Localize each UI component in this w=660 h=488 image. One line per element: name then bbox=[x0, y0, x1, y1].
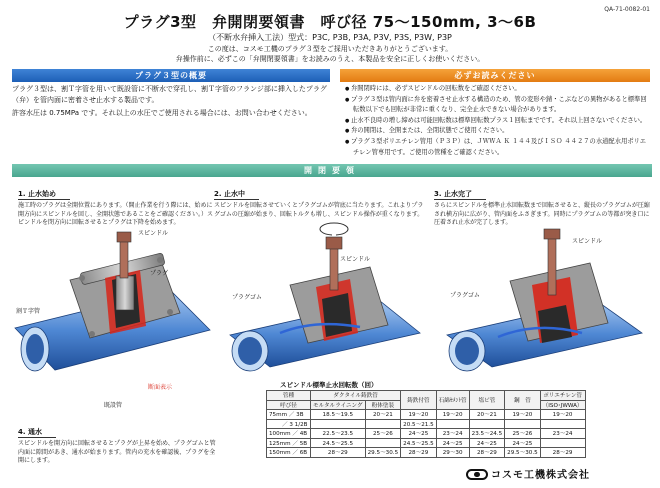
table-row bbox=[267, 419, 586, 429]
table-cell-size: 75mm ／ 3B bbox=[267, 410, 311, 420]
header-steel: 鋼 管 bbox=[505, 391, 541, 410]
warning-item: ● 弁の開閉は、全開または、全閉状態でご使用ください。 bbox=[345, 126, 650, 137]
table-row bbox=[267, 438, 586, 448]
header-cast: 鋳鉄付管 bbox=[401, 391, 437, 410]
callout-plug-rubber-2: プラグゴム bbox=[450, 292, 480, 299]
header-nominal: 呼び径 bbox=[267, 400, 311, 410]
table-cell-value bbox=[469, 419, 505, 429]
table-row bbox=[267, 410, 586, 420]
table-cell-value: 20.5～21.5 bbox=[401, 419, 437, 429]
table-cell-value: 29～30 bbox=[436, 448, 469, 458]
warning-heading: 必ずお読みください bbox=[340, 69, 650, 82]
table-cell-value: 23～24 bbox=[436, 429, 469, 439]
step-4-title: 4. 通水 bbox=[18, 427, 56, 438]
table-cell-value: 29.5～30.5 bbox=[365, 448, 401, 458]
table-row bbox=[267, 429, 586, 439]
table-row bbox=[267, 448, 586, 458]
overview-text-2: 許容水圧は 0.75MPa です。それ以上の水圧でご使用される場合には、お問い合わせください。 bbox=[12, 109, 312, 117]
step-3-title: 3. 止水完了 bbox=[434, 189, 486, 200]
table-cell-size: ／ 3 1/2B bbox=[267, 419, 311, 429]
table-cell-size: 100mm ／ 4B bbox=[267, 429, 311, 439]
callout-spindle-1: スピンドル bbox=[138, 230, 169, 237]
warning-list bbox=[345, 84, 650, 158]
header-pipe-type: 管種 bbox=[267, 391, 311, 401]
table-cell-value: 24～25 bbox=[505, 438, 541, 448]
table-cell-value: 19～20 bbox=[401, 410, 437, 420]
table-cell-value: 19～20 bbox=[505, 410, 541, 420]
header-powder: 粉体塗装 bbox=[365, 400, 401, 410]
spec-table-body bbox=[267, 410, 586, 458]
spec-table bbox=[266, 390, 586, 458]
table-cell-value bbox=[365, 438, 401, 448]
spec-table-title: スピンドル標準止水回転数（回） bbox=[280, 381, 378, 389]
table-cell-value: 24～25 bbox=[436, 438, 469, 448]
callout-split-tee: 割Ｔ字管 bbox=[16, 308, 41, 315]
table-cell-value: 28～29 bbox=[469, 448, 505, 458]
table-cell-value: 24～25 bbox=[401, 429, 437, 439]
overview-text-1: プラグ３型は、割Ｔ字管を用いて既設管に不断水で穿孔し、割Ｔ字管のフランジ部に挿入したプラグ（弁）を管内面に密着させ止水する製品です。 bbox=[12, 85, 327, 104]
page-title: プラグ3型 弁開閉要領書 呼び径 75～150mm, 3～6B bbox=[123, 13, 537, 31]
procedure-heading: 開閉要領 bbox=[12, 164, 652, 177]
callout-existing-pipe: 既設管 bbox=[104, 402, 123, 409]
table-cell-size: 125mm ／ 5B bbox=[267, 438, 311, 448]
table-cell-value bbox=[540, 419, 585, 429]
callout-spindle-2: スピンドル bbox=[340, 256, 371, 263]
table-cell-size: 150mm ／ 6B bbox=[267, 448, 311, 458]
cosmo-logo-icon bbox=[466, 469, 488, 480]
table-cell-value: 24～25 bbox=[469, 438, 505, 448]
table-cell-value bbox=[505, 419, 541, 429]
table-cell-value: 28～29 bbox=[540, 448, 585, 458]
intro-line-1: この度は、コスモ工機のプラグ３型をご採用いただきありがとうございます。 bbox=[207, 45, 453, 53]
page-subtitle: （不断水弁挿入工法）型式：P3C, P3B, P3A, P3V, P3S, P3W, P3P bbox=[208, 33, 452, 42]
company-logo bbox=[466, 466, 590, 481]
callout-plug-rubber-1: プラグゴム bbox=[232, 294, 262, 301]
table-cell-value: 20～21 bbox=[469, 410, 505, 420]
table-cell-value: 25～26 bbox=[365, 429, 401, 439]
table-cell-value: 19～20 bbox=[540, 410, 585, 420]
header-ductile: ダクタイル鋳鉄管 bbox=[311, 391, 401, 401]
step-2-title: 2. 止水中 bbox=[214, 189, 259, 200]
table-cell-value: 25～26 bbox=[505, 429, 541, 439]
table-cell-value bbox=[311, 419, 366, 429]
header-pvc: 塩ビ管 bbox=[469, 391, 505, 410]
warning-item: ● 止水不良時の増し締めは可能回転数は標準回転数プラス１回転までです。それ以上回さないでください。 bbox=[345, 116, 650, 127]
table-cell-value: 28～29 bbox=[311, 448, 366, 458]
intro-line-2: 弁操作前に、必ずこの「弁開閉要領書」をお読みのうえ、本製品を安全に正しくお使いください。 bbox=[175, 55, 485, 63]
step-1-title: 1. 止水始め bbox=[18, 189, 70, 200]
table-cell-value bbox=[436, 419, 469, 429]
table-cell-value: 28～29 bbox=[401, 448, 437, 458]
overview-body bbox=[12, 84, 330, 119]
header-asbestos: 石綿ｾﾒﾝﾄ管 bbox=[436, 391, 469, 410]
step-4 bbox=[18, 419, 218, 466]
table-cell-value: 29.5～30.5 bbox=[505, 448, 541, 458]
table-cell-value: 23.5～24.5 bbox=[469, 429, 505, 439]
table-cell-value: 18.5～19.5 bbox=[311, 410, 366, 420]
step-4-text: スピンドルを開方向に回転させるとプラグが上昇を始め、プラグゴムと管内面に隙間があき、通水が始まります。管内の充水を確認後、プラグを全開にします。 bbox=[18, 440, 216, 464]
company-name: コスモ工機株式会社 bbox=[491, 470, 590, 481]
intro-text bbox=[0, 44, 660, 64]
table-cell-value: 19～20 bbox=[436, 410, 469, 420]
header-pe: ポリエチレン管 bbox=[540, 391, 585, 401]
callout-spindle-3: スピンドル bbox=[572, 238, 603, 245]
valve-illustration-open bbox=[10, 218, 220, 418]
table-cell-value: 22.5～23.5 bbox=[311, 429, 366, 439]
warning-item: ● プラグ３型は管内面に弁を密着させ止水する構造のため、管の変形や錆・こぶなどの異物があると標準回転数以下でも回転が非常に重くなり、完全止水できない場合があります。 bbox=[345, 95, 650, 116]
header-pe-sub: （ISO･JWWA） bbox=[540, 400, 585, 410]
callout-section: 断面表示 bbox=[148, 384, 173, 391]
callout-plug: プラグ bbox=[150, 270, 169, 277]
table-cell-value: 23～24 bbox=[540, 429, 585, 439]
table-cell-value bbox=[365, 419, 401, 429]
step-2 bbox=[214, 181, 426, 219]
step-3-text: さらにスピンドルを標準止水回転数まで回転させると、縦長のプラグゴムが圧縮され横方向に広がり、管内面をふさぎます。同時にプラグゴムの等都が突き口に圧着され止水が完了します。 bbox=[434, 202, 650, 226]
overview-heading: プラグ３型の概要 bbox=[12, 69, 330, 82]
table-cell-value: 20～21 bbox=[365, 410, 401, 420]
table-cell-value: 24.5～25.5 bbox=[401, 438, 437, 448]
table-cell-value bbox=[540, 438, 585, 448]
header-mortar: モルタルライニング bbox=[311, 400, 366, 410]
warning-item: ● 弁開閉時には、必ずスピンドルの回転数をご確認ください。 bbox=[345, 84, 650, 95]
step-2-text: スピンドルを回転させていくとプラグゴムが管底に当たります。これよりプラグゴムの圧縮が始まり、回転トルクも増し、スピンドル操作が重くなります。 bbox=[214, 202, 424, 218]
document-number: QA-71-0082-01 bbox=[604, 6, 650, 13]
table-cell-value: 24.5～25.5 bbox=[311, 438, 366, 448]
step-1-text: 施工時のプラグは全開位置にあります。（開止作業を行う際には、始めに開方向にスピンドルを回し、全開状態であることをご確認ください。）スピンドルを閉方向に回転させるとプラグは下降を始めます。 bbox=[18, 202, 214, 226]
warning-item: ● プラグ３型ポリエチレン管用（Ｐ３Ｐ）は、ＪＷＷＡ Ｋ １４４及びＩＳＯ ４４２７の水道配水用ポリエチレン管専用です。ご使用の管種をご確認ください。 bbox=[345, 137, 650, 158]
